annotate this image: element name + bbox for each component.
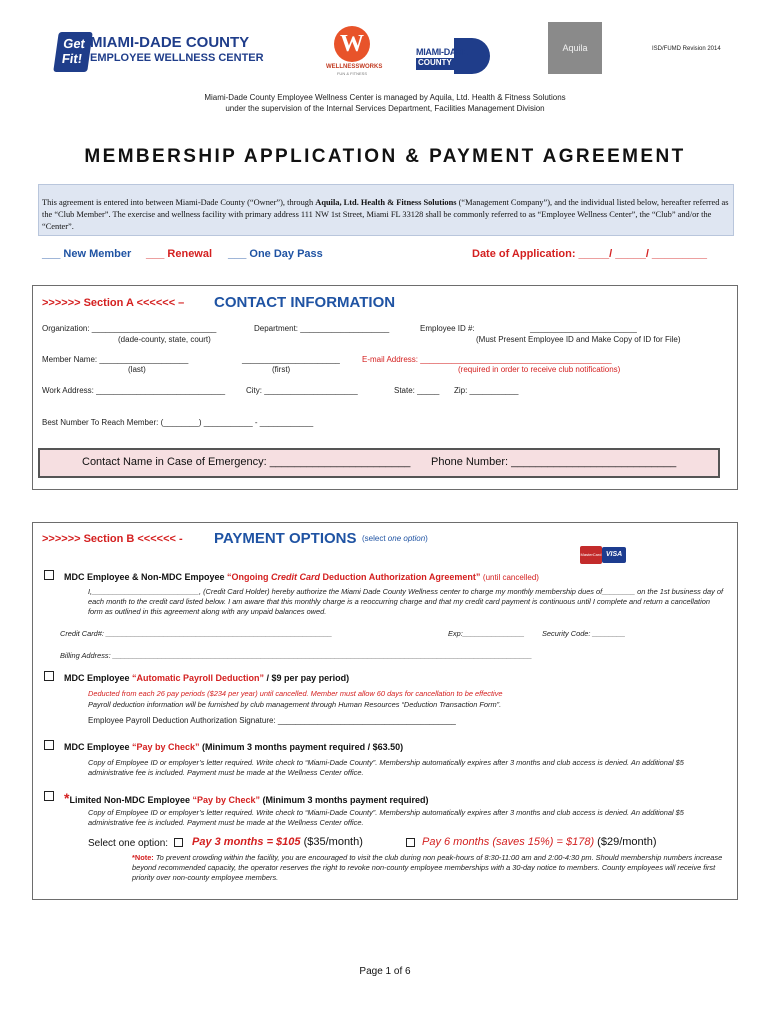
renewal-option[interactable]: ___ Renewal	[146, 248, 213, 260]
getfit-logo	[56, 30, 264, 74]
pay-3-months-price: Pay 3 months = $105	[192, 836, 301, 848]
date-of-application-field[interactable]: Date of Application: _____/ _____/ _________	[472, 248, 707, 260]
zip-field[interactable]: Zip: ___________	[454, 386, 519, 395]
option-check-mdc-checkbox[interactable]	[44, 740, 54, 750]
getfit-logo-line2: EMPLOYEE WELLNESS CENTER	[90, 52, 264, 64]
option1-part-a: MDC Employee & Non-MDC Empoyee	[64, 572, 228, 582]
agreement-part2: (“Management Company”), and the individual listed below, hereafter referred as the “Club Member”. The exercise and wellness facility with primary address 111 NW 1st Street, Miami FL 33128 shall be commonly referred to as “Employee Wellness Center”, the “Club” and/or the “Center”.	[42, 198, 729, 231]
option4-part-c: (Minimum 3 months payment required)	[260, 795, 429, 805]
option4-star: *	[64, 790, 70, 806]
option1-part-c: Credit Card	[271, 572, 321, 582]
credit-card-exp-field[interactable]: Exp:_______________	[448, 629, 525, 638]
miami-dade-logo-line1: MIAMI-DADE	[416, 47, 468, 57]
one-day-pass-option[interactable]: ___ One Day Pass	[228, 248, 323, 260]
option2-part-a: MDC Employee	[64, 673, 133, 683]
employee-id-label: Employee ID #:	[420, 324, 475, 333]
section-a-title: CONTACT INFORMATION	[214, 294, 396, 311]
option-credit-card-checkbox[interactable]	[44, 570, 54, 580]
option1-part-b: “Ongoing	[227, 572, 272, 582]
note-text	[132, 853, 724, 883]
wellnessworks-icon: W	[334, 26, 370, 62]
option-payroll-title	[64, 673, 349, 683]
option-check-non-mdc-checkbox[interactable]	[44, 791, 54, 801]
aquila-logo: Aquila	[548, 22, 602, 74]
organization-hint: (dade-county, state, court)	[118, 335, 211, 344]
option-check-non-mdc-text: Copy of Employee ID or employer’s letter required. Write check to “Miami-Dade County”. Membership automatically expires after 3 months and club access is denied. An additional $5 administrative fee is included. Payment must be made at the Wellness Center office.	[88, 808, 684, 827]
getfit-badge: Get Fit!	[53, 32, 93, 72]
wellnessworks-logo	[326, 26, 383, 76]
pay-3-months-checkbox[interactable]	[174, 838, 183, 847]
mastercard-icon: MasterCard	[580, 546, 602, 564]
emergency-contact-field[interactable]: Contact Name in Case of Emergency: _______________________	[82, 456, 411, 468]
state-field[interactable]: State: _____	[394, 386, 440, 395]
department-field[interactable]: Department: ____________________	[254, 324, 390, 333]
credit-cards-logo	[580, 546, 626, 564]
security-code-field[interactable]: Security Code: ________	[542, 629, 626, 638]
getfit-logo-line1: MIAMI-DADE COUNTY	[90, 34, 250, 51]
select-hint-emphasis: one option	[387, 534, 426, 543]
city-field[interactable]: City: _____________________	[246, 386, 358, 395]
option4-part-a: Limited Non-MDC Employee	[69, 795, 193, 805]
option3-part-c: (Minimum 3 months payment required / $63.50)	[199, 742, 404, 752]
email-hint: (required in order to receive club notifications)	[458, 365, 621, 374]
section-b-heading: >>>>>> Section B <<<<<< -	[42, 533, 183, 545]
last-name-hint: (last)	[128, 365, 146, 374]
option-check-mdc-text: Copy of Employee ID or employer’s letter required. Write check to “Miami-Dade County”. Membership automatically expires after 3 months and club access is denied. An additional $5 administrative fee is included. Payment must be made at the Wellness Center office.	[88, 758, 684, 777]
option2-part-b: “Automatic Payroll Deduction”	[132, 673, 265, 683]
pay-6-months-checkbox[interactable]	[406, 838, 415, 847]
revision-label: ISD/FUMD Revision 2014	[652, 46, 721, 52]
select-hint-end: )	[425, 534, 428, 543]
work-address-field[interactable]: Work Address: _____________________________	[42, 386, 226, 395]
option-check-non-mdc-title	[64, 790, 429, 806]
option3-part-a: MDC Employee	[64, 742, 133, 752]
option-credit-card-title	[64, 572, 539, 582]
select-one-option-label: Select one option:	[88, 838, 169, 849]
first-name-hint: (first)	[272, 365, 291, 374]
member-first-name-field[interactable]: ______________________	[242, 355, 340, 364]
note-label: *Note:	[132, 853, 154, 862]
note-body: To prevent crowding within the facility, you are encouraged to visit the club during non peak-hours of 8:30-11:00 am and 2:00-4:30 pm. Should membership numbers increase beyond recommended capacity, the operator reserves the right to revoke non-county employee memberships with a 30-day notice to members. County employees will receive first priority over non-county employee members.	[132, 853, 723, 882]
billing-address-field[interactable]: Billing Address: ______________________________________________________________________________________________________	[60, 651, 532, 660]
credit-card-number-field[interactable]: Credit Card#: _______________________________________________________	[60, 629, 333, 638]
pay-6-months-label	[422, 836, 657, 848]
wellnessworks-name: WELLNESSWORKS	[326, 64, 383, 70]
pay-3-months-label	[192, 836, 363, 848]
payroll-signature-field[interactable]: Employee Payroll Deduction Authorization Signature: ________________________________________	[88, 716, 456, 725]
visa-icon: VISA	[602, 547, 626, 563]
wellnessworks-tagline: FUN & FITNESS	[336, 71, 367, 76]
section-a-heading: >>>>>> Section A <<<<<< –	[42, 297, 185, 309]
section-b-title: PAYMENT OPTIONS	[214, 530, 357, 547]
miami-dade-logo-line2: COUNTY	[416, 58, 454, 70]
option-payroll-red-text: Deducted from each 26 pay periods ($234 per year) until cancelled. Member must allow 60 days for cancellation to be effective	[88, 689, 503, 698]
option-credit-card-text: I,__________________________, (Credit Card Holder) hereby authorize the Miami Dade County Wellness center to charge my monthly membership dues of________ on the 1st business day of each month to the credit card listed below. I am aware that this monthly charge is a reoccurring charge and that my credit card payment is continuous until I complete and return a cancellation form as outlined in this agreement along with any unpaid balances owed.	[88, 587, 724, 616]
member-last-name-field[interactable]: Member Name: ____________________	[42, 355, 189, 364]
page-number: Page 1 of 6	[359, 966, 411, 977]
pay-3-months-monthly: ($35/month)	[300, 836, 363, 848]
emergency-phone-field[interactable]: Phone Number: ___________________________	[431, 456, 677, 468]
select-one-option-hint	[362, 534, 428, 543]
managed-by-line2: under the supervision of the Internal Services Department, Facilities Management Division	[225, 104, 545, 113]
option-payroll-text: Payroll deduction information will be furnished by club management through Human Resources “Deduction Transaction Form”.	[88, 700, 502, 709]
option-check-mdc-title	[64, 742, 403, 752]
agreement-text	[42, 197, 732, 233]
best-number-field[interactable]: Best Number To Reach Member: (________) ___________ - ____________	[42, 418, 314, 427]
pay-6-months-monthly: ($29/month)	[594, 836, 657, 848]
option2-part-c: / $9 per pay period)	[264, 673, 350, 683]
pay-6-months-price: Pay 6 months (saves 15%) = $178)	[422, 836, 595, 848]
option3-part-b: “Pay by Check”	[132, 742, 200, 752]
miami-dade-logo	[416, 38, 490, 74]
employee-id-field[interactable]: ________________________	[530, 324, 637, 333]
page-title: MEMBERSHIP APPLICATION & PAYMENT AGREEMENT	[84, 146, 686, 167]
managed-by-line1: Miami-Dade County Employee Wellness Center is managed by Aquila, Ltd. Health & Fitness Solutions	[204, 93, 566, 102]
select-hint-start: (select	[362, 534, 388, 543]
option-payroll-checkbox[interactable]	[44, 671, 54, 681]
organization-field[interactable]: Organization: ____________________________	[42, 324, 217, 333]
option4-part-b: “Pay by Check”	[192, 795, 260, 805]
email-field[interactable]: E-mail Address: ___________________________________________	[362, 355, 612, 364]
new-member-option[interactable]: ___ New Member	[42, 248, 132, 260]
agreement-company: Aquila, Ltd. Health & Fitness Solutions	[315, 198, 457, 207]
employee-id-hint: (Must Present Employee ID and Make Copy of ID for File)	[476, 335, 681, 344]
agreement-part1: This agreement is entered into between Miami-Dade County (“Owner”), through	[42, 198, 316, 207]
option1-part-e: (until cancelled)	[482, 573, 539, 582]
option1-part-d: Deduction Authorization Agreement”	[320, 572, 481, 582]
